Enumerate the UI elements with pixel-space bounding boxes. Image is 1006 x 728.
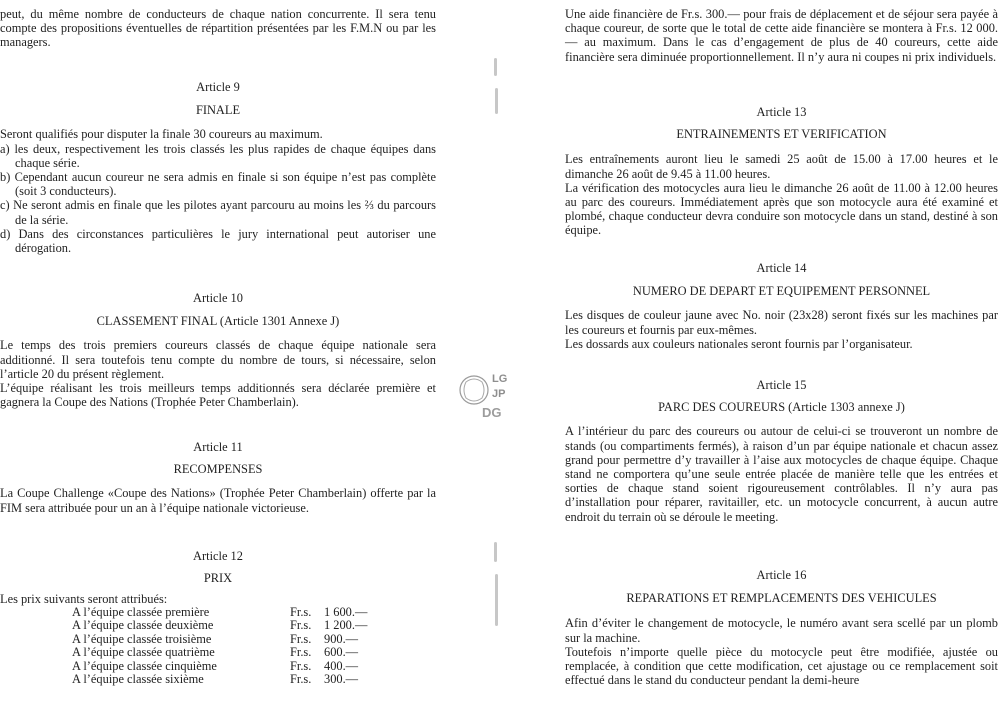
article-15-title: PARC DES COUREURS (Article 1303 annexe J) [658,400,905,415]
prize-amount: 400.— [324,658,359,673]
article-16-title: REPARATIONS ET REMPLACEMENTS DES VEHICULES [626,591,937,606]
article-10-title: CLASSEMENT FINAL (Article 1301 Annexe J) [96,314,340,329]
article-15-section [565,378,998,524]
prize-label: A l’équipe classée cinquième [72,658,217,673]
binding-mark [494,542,497,562]
prize-currency: Fr.s. [290,672,312,687]
article-12-label: Article 12 [193,549,243,563]
article-15-text: A l’intérieur du parc des coureurs ou autour de celui-ci se trouveront un nombre de stands (ou compartiments fermés), à raison d’un par équipe nationale et chacun assez grand pour permettre d’y travailler à l’aise aux motocycles de chaque équipe. Chaque stand ne comportera qu’une seule entrée placée de manière telle que les entrées et sorties de chaque stand soient rigoureusement contrôlables. Il n’y aura pas d’installation pour réparer, ravitailler, etc. un motocycle concurrent, à aucun autre endroit du terrain où se déroule le meeting. [565,424,998,524]
prize-label: A l’équipe classée troisième [72,631,212,646]
article-11-title: RECOMPENSES [173,462,263,477]
article-11-text: La Coupe Challenge «Coupe des Nations» (Trophée Peter Chamberlain) offerte par la FIM sera attribuée pour un an à l’équipe nationale victorieuse. [0,486,436,515]
right-intro-text: Une aide financière de Fr.s. 300.— pour frais de déplacement et de séjour sera payée à chaque coureur, de sorte que le total de cette aide financière se montera à Fr.s. 12 000.— au maximum. Dans le cas d’engagement de plus de 40 coureurs, cette aide financière sera diminuée proportionnellement. Il n’y aura ni coupes ni prix individuels. [565,7,998,64]
prize-currency: Fr.s. [290,645,312,660]
article-14-paragraph-2: Les dossards aux couleurs nationales seront fournis par l’organisateur. [565,336,913,351]
article-12-lead: Les prix suivants seront attribués: [0,592,168,607]
article-15-label: Article 15 [756,378,807,392]
article-14-title: NUMERO DE DEPART ET EQUIPEMENT PERSONNEL [632,284,931,299]
prize-row [72,673,367,686]
article-16-paragraph-2: Toutefois n’importe quelle pièce du motocycle peut être modifiée, ajustée ou remplacée, à condition que cette modification, cet ajustage ou ce remplacement soit effectué dans le stand du conducteur pendant la demi-heure [565,644,998,688]
article-14-label: Article 14 [756,261,807,275]
article-12-section [0,549,436,607]
binding-mark [495,574,498,626]
stamp-letters-mid: JP [492,388,506,400]
article-16-paragraph-1: Afin d’éviter le changement de motocycle, le numéro avant sera scellé par un plomb sur la machine. [565,616,998,645]
article-9-title: FINALE [195,103,241,118]
binding-mark [495,88,498,114]
article-13-paragraph-2: La vérification des motocycles aura lieu le dimanche 26 août de 11.00 à 12.00 heures au parc des coureurs. Immédiatement après que son motocycle aura été examiné et plombé, chaque conducteur devra conduire son motocycle dans un stand, destiné à son équipe. [565,180,998,238]
stamp-letters-bottom: DG [482,405,502,420]
prize-amount: 900.— [324,631,359,646]
article-9-label: Article 9 [196,80,240,94]
prize-label: A l’équipe classée première [72,605,210,619]
prize-amount: 300.— [324,672,359,687]
library-stamp-logo [452,368,510,430]
article-10-section [0,291,436,409]
prize-amount: 1 600.— [324,605,368,619]
prize-label: A l’équipe classée deuxième [72,618,214,633]
binding-mark [494,58,497,76]
article-11-label: Article 11 [193,440,243,454]
prize-row [72,619,367,632]
article-13-title: ENTRAINEMENTS ET VERIFICATION [676,127,887,142]
article-9-item-a: a) les deux, respectivement les trois classés les plus rapides de chaque équipes dans chaque série. [0,141,436,170]
prize-table [72,606,367,686]
article-10-paragraph-1: Le temps des trois premiers coureurs classés de chaque équipe nationale sera additionné. Il sera toutefois tenu compte du nombre de tours, si nécessaire, selon l’article 20 du présent règlement. [0,338,436,381]
prize-row [72,606,367,619]
article-10-label: Article 10 [193,291,243,305]
article-9-lead: Seront qualifiés pour disputer la finale 30 coureurs au maximum. [0,127,323,142]
article-9-section [0,80,436,255]
prize-currency: Fr.s. [290,658,312,673]
article-13-paragraph-1: Les entraînements auront lieu le samedi 25 août de 15.00 à 17.00 heures et le dimanche 26 août de 9.45 à 11.00 heures. [565,152,998,181]
prize-row [72,660,367,673]
article-13-label: Article 13 [756,105,807,119]
prize-row [72,646,367,659]
article-16-label: Article 16 [756,568,807,582]
article-9-item-c: c) Ne seront admis en finale que les pilotes ayant parcouru au moins les ⅔ du parcours de la série. [0,198,436,227]
prize-currency: Fr.s. [290,618,312,633]
article-12-title: PRIX [203,571,233,586]
article-14-paragraph-1: Les disques de couleur jaune avec No. noir (23x28) seront fixés sur les machines par les coureurs et fournis par eux-mêmes. [565,308,998,337]
prize-label: A l’équipe classée quatrième [72,645,215,660]
article-9-item-b: b) Cependant aucun coureur ne sera admis en finale si son équipe n’est pas complète (soit 3 conducteurs). [0,170,436,199]
prize-amount: 600.— [324,645,359,660]
article-9-item-d: d) Dans des circonstances particulières le jury international peut autoriser une dérogation. [0,226,436,256]
article-14-section [565,261,998,351]
article-13-section [565,105,998,238]
prize-amount: 1 200.— [324,618,368,633]
prize-row [72,633,367,646]
prize-currency: Fr.s. [290,605,312,619]
article-11-section [0,440,436,515]
article-10-paragraph-2: L’équipe réalisant les trois meilleurs temps additionnés sera déclarée première et gagnera la Coupe des Nations (Trophée Peter Chamberlain). [0,381,436,410]
left-intro-text: peut, du même nombre de conducteurs de chaque nation concurrente. Il sera tenu compte des propositions éventuelles de répartition présentées par les F.M.N ou par les managers. [0,7,436,50]
prize-label: A l’équipe classée sixième [72,672,204,687]
stamp-letters-top: LG [492,373,508,385]
article-16-section [565,568,998,687]
prize-currency: Fr.s. [290,631,312,646]
